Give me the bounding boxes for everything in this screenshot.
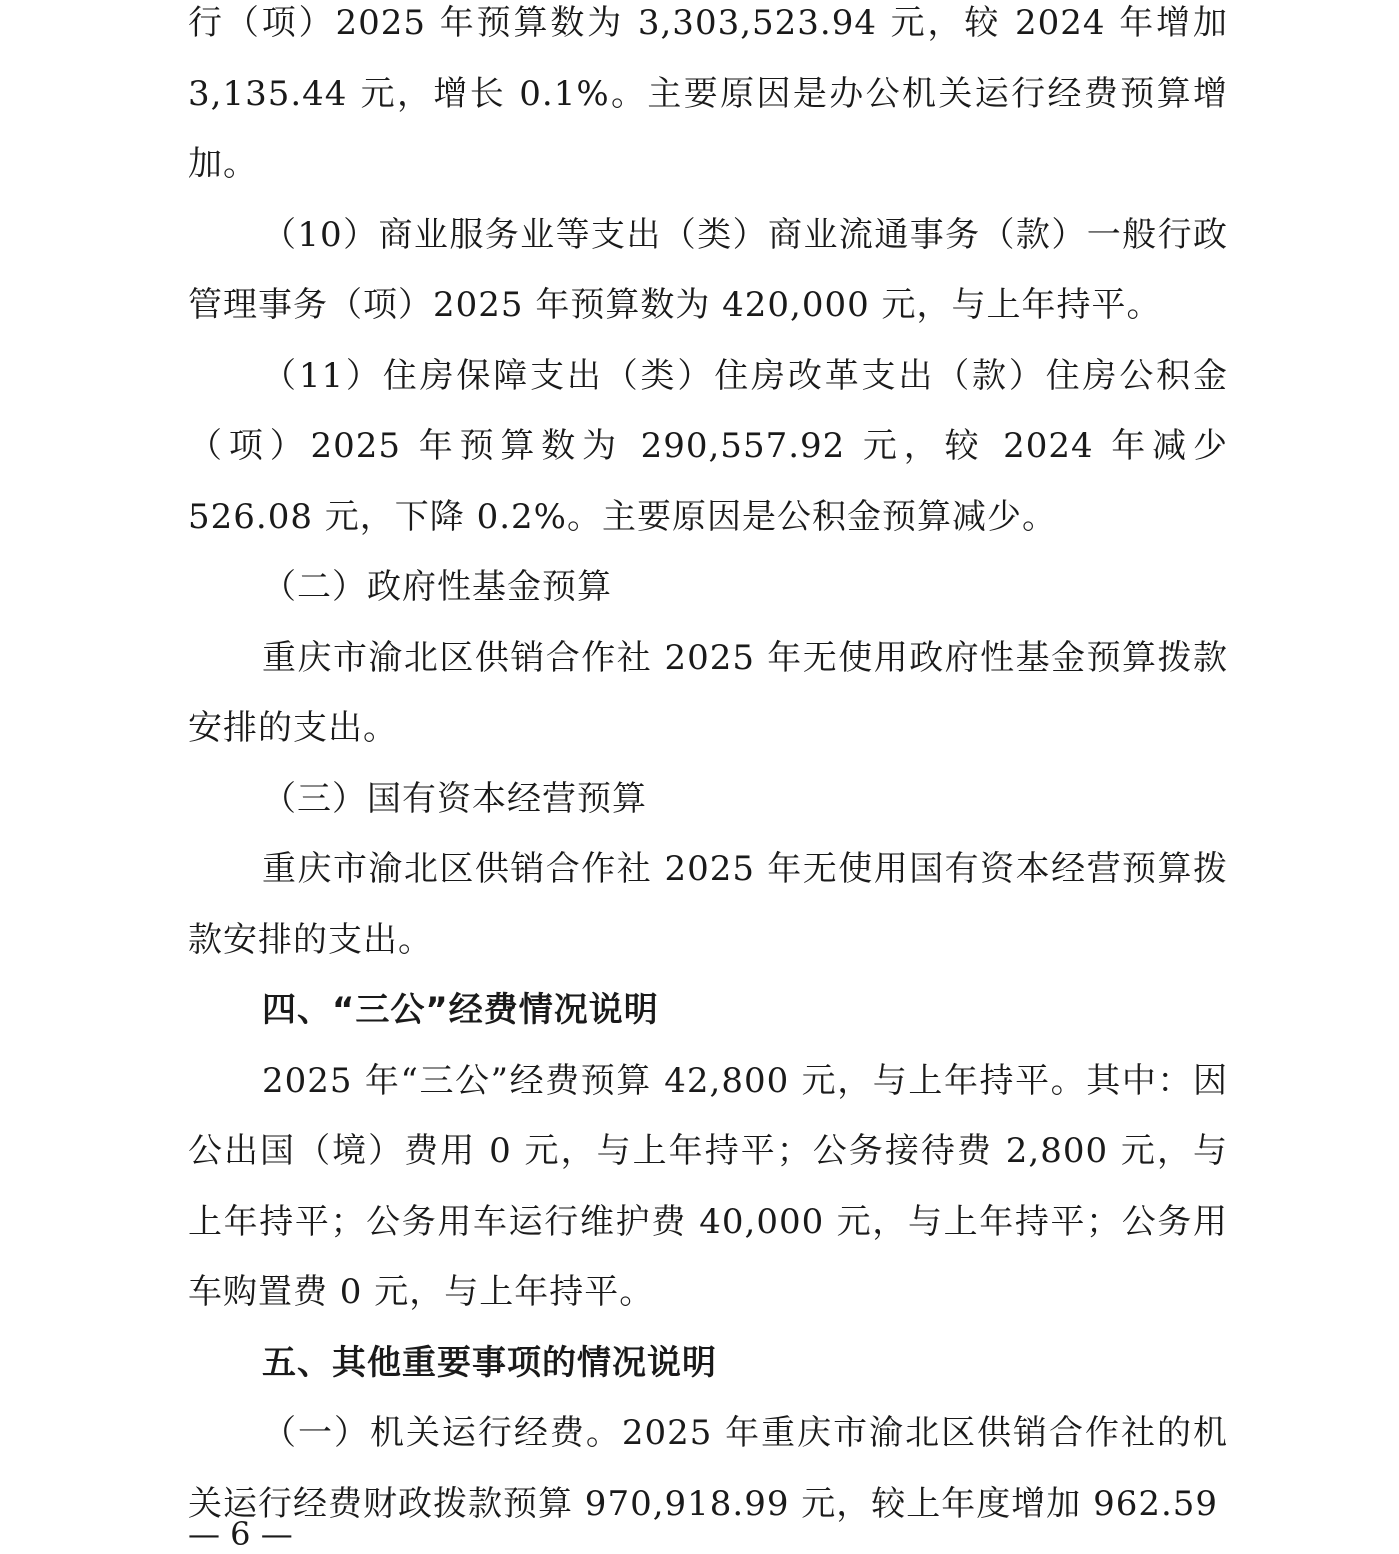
paragraph-government-fund-budget: 重庆市渝北区供销合作社 2025 年无使用政府性基金预算拨款安排的支出。 [188,637,1228,748]
paragraph-item-10: （10）商业服务业等支出（类）商业流通事务（款）一般行政管理事务（项）2025 年预算数为 420,000 元，与上年持平。 [188,214,1228,325]
paragraph-continuation: 行（项）2025 年预算数为 3,303,523.94 元，较 2024 年增加3,135.44 元，增长 0.1%。主要原因是办公机关运行经费预算增加。 [188,3,1228,184]
paragraph-office-operating-costs: （一）机关运行经费。2025 年重庆市渝北区供销合作社的机关运行经费财政拨款预算 970,918.99 元，较上年度增加 962.59 [188,1413,1228,1524]
subheading-state-capital-budget: （三）国有资本经营预算 [262,778,647,819]
paragraph-item-11: （11）住房保障支出（类）住房改革支出（款）住房公积金（项）2025 年预算数为 290,557.92 元，较 2024 年减少 526.08 元，下降 0.2%。主要原因是公积金预算减少。 [188,355,1228,537]
page-number: — 6 — [188,1515,293,1553]
document-page [188,0,1228,1539]
section-heading-other-important-matters: 五、其他重要事项的情况说明 [262,1342,717,1383]
section-heading-three-public-expenses: 四、“三公”经费情况说明 [262,990,659,1030]
subheading-government-fund-budget: （二）政府性基金预算 [262,567,612,607]
paragraph-three-public-expenses: 2025 年“三公”经费预算 42,800 元，与上年持平。其中：因公出国（境）费用 0 元，与上年持平；公务接待费 2,800 元，与上年持平；公务用车运行维护费 40,000 元，与上年持平；公务用车购置费 0 元，与上年持平。 [188,1060,1228,1312]
paragraph-state-capital-budget: 重庆市渝北区供销合作社 2025 年无使用国有资本经营预算拨款安排的支出。 [188,849,1228,960]
